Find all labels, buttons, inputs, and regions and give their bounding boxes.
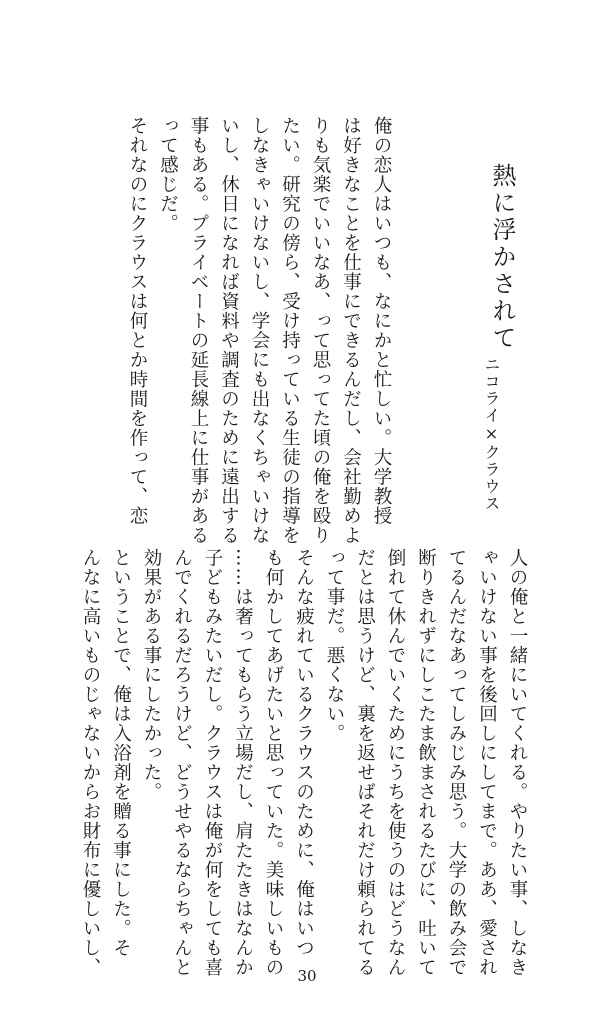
text-line: たい。研究の傍ら、受け持っている生徒の指導を — [279, 116, 301, 545]
text-line: てるんだなあってしみじみ思う。大学の飲み会で — [446, 548, 467, 977]
text-line: は好きなことを仕事にできるんだし、会社勤めよ — [340, 116, 362, 545]
text-line: ……は奢ってもらう立場だし、肩たたきはなんか — [232, 548, 254, 977]
author-pairing: ニコライ×クラウス — [482, 356, 501, 512]
text-line: んなに高いものじゃないからお財布に優しいし、 — [80, 548, 101, 977]
text-line: んでくれるだろうけど、どうせやるならちゃんと — [171, 548, 193, 977]
text-line: 事もある。プライベートの延長線上に仕事がある — [188, 116, 209, 545]
text-line: それなのにクラウスは何とか時間を作って、恋 — [127, 116, 148, 526]
text-line: 子どもみたいだし。クラウスは俺が何をしても喜 — [202, 548, 223, 977]
text-line: 倒れて休んでいくためにうちを使うのはどうなん — [385, 548, 406, 977]
story-title: 熱に浮かされて — [488, 163, 516, 352]
text-line: だとは思うけど、裏を返せばそれだけ頼られてる — [354, 548, 376, 977]
text-line: ゃいけない事を後回しにしてまで。ああ、愛され — [476, 548, 498, 977]
text-line: も何かしてあげたいと思っていた。美味しいもの — [263, 548, 284, 977]
text-line: 俺の恋人はいつも、なにかと忙しい。大学教授 — [371, 116, 392, 526]
page-number: 30 — [297, 967, 317, 985]
text-line: しなきゃいけないし、学会にも出なくちゃいけな — [249, 116, 270, 545]
text-line: って事だ。悪くない。 — [324, 548, 345, 743]
text-line: 断りきれずにしこたま飲まされるたびに、吐いて — [415, 548, 437, 977]
text-line: そんな疲れているクラウスのために、俺はいつ — [293, 548, 315, 958]
text-line: って感じだ。 — [157, 116, 179, 233]
text-line: 効果がある事にしたかった。 — [141, 548, 162, 802]
text-line: ということで、俺は入浴剤を贈る事にした。そ — [110, 548, 132, 958]
text-line: いし、休日になれば資料や調査のために遠出する — [218, 116, 240, 545]
text-block-upper — [122, 116, 397, 545]
text-line: 人の俺と一緒にいてくれる。やりたい事、しなき — [507, 548, 528, 977]
text-line: りも気楽でいいなあ、って思ってた頃の俺を殴り — [310, 116, 331, 545]
